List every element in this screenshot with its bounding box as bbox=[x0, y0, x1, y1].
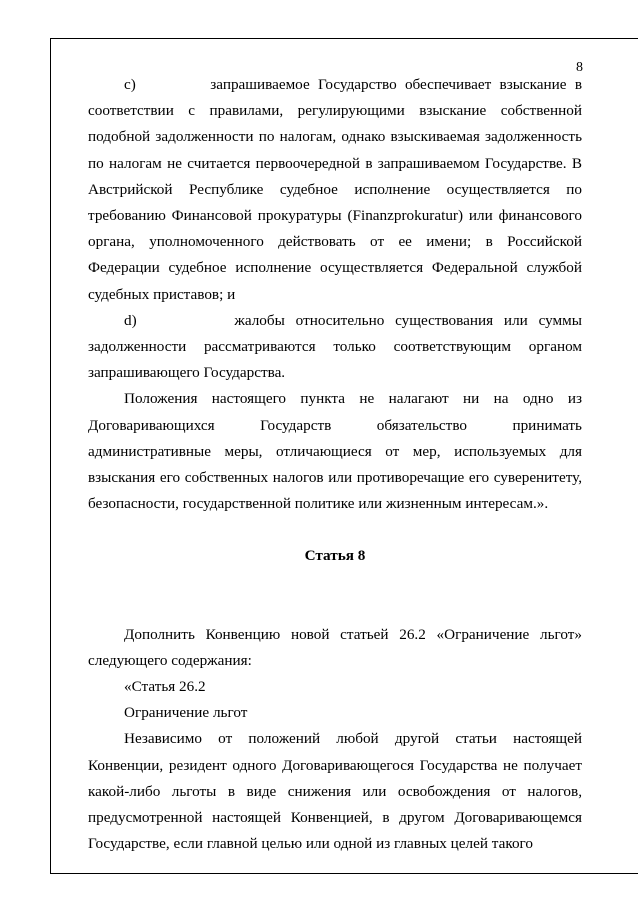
paragraph-item-d: d) жалобы относительно существования или суммы задолженности рассматриваются только соответствующим органом запрашивающего Государства. bbox=[88, 311, 582, 382]
page-number: 8 bbox=[576, 60, 583, 75]
limitation-title: Ограничение льгот bbox=[124, 704, 248, 722]
document-body bbox=[88, 52, 582, 857]
paragraph-item-c: c) запрашиваемое Государство обеспечивает взыскание в соответствии с правилами, регулирующими взыскание собственной подобной задолженности по налогам, однако взыскиваемая задолженность по налогам не считается первоочередной в запрашиваемом Государстве. В Австрийской Республике судебное исполнение осуществляется по требованию Финансовой прокуратуры (Finanzprokuratur) или финансового органа, уполномоченного действовать от ее имени; в Российской Федерации судебное исполнение осуществляется Федеральной службой судебных приставов; и bbox=[88, 76, 582, 303]
paragraph-supplement: Дополнить Конвенцию новой статьей 26.2 «Ограничение льгот» следующего содержания: bbox=[88, 625, 582, 669]
article-heading: Статья 8 bbox=[304, 547, 366, 565]
paragraph-body: Независимо от положений любой другой статьи настоящей Конвенции, резидент одного Договаривающегося Государства не получает какой-либо льготы в виде снижения или освобождения от налогов, предусмотренной настоящей Конвенцией, в другом Договаривающемся Государстве, если главной целью или одной из главных целей такого bbox=[88, 730, 582, 853]
article-26-2-title: «Статья 26.2 bbox=[124, 678, 206, 696]
paragraph-provisions: Положения настоящего пункта не налагают ни на одно из Договаривающихся Государств обязательство принимать административные меры, отличающиеся от мер, используемых для взыскания его собственных налогов или противоречащие его суверенитету, безопасности, государственной политике или жизненным интересам.». bbox=[88, 390, 582, 513]
